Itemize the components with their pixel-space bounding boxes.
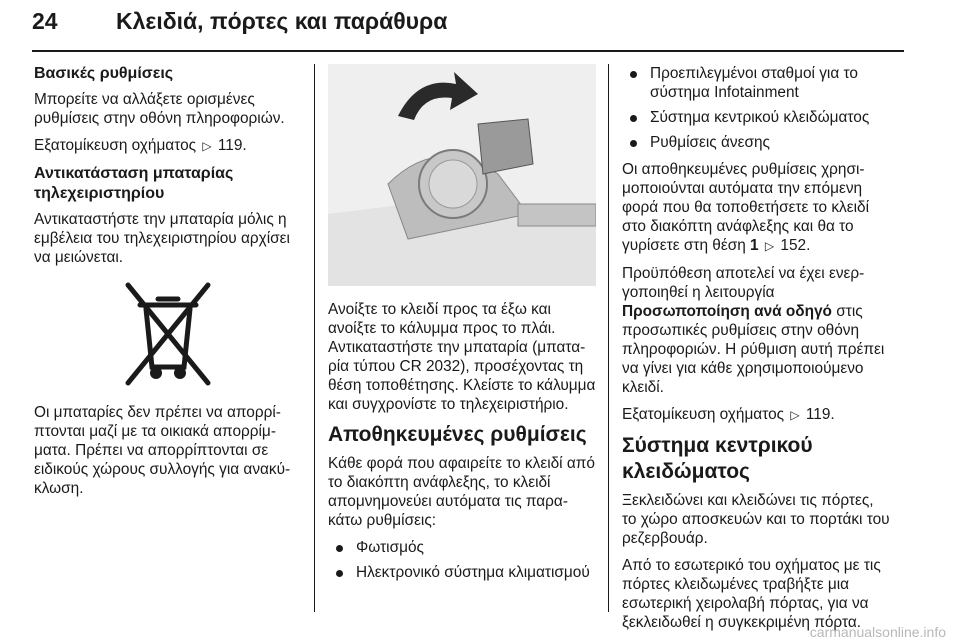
chapter-title: Κλειδιά, πόρτες και παράθυρα <box>116 8 448 34</box>
vehicle-customization-ref <box>34 136 302 156</box>
vehicle-customization-page[interactable]: 119. <box>217 137 247 154</box>
page-ref-arrow-icon: ▷ <box>790 408 800 422</box>
battery-replacement-heading: Αντικατάσταση μπαταρίας τηλεχειριστηρίου <box>34 165 234 202</box>
stored-settings-heading: Αποθηκευμένες ρυθμίσεις <box>328 423 587 446</box>
column-divider <box>314 64 315 612</box>
page-ref-arrow-icon: ▷ <box>764 239 775 253</box>
stored-settings-text: Κάθε φορά που αφαιρείτε το κλειδί από το διακόπτη ανάφλεξης, το κλειδί απομνημονεύει αυτόματα τις παρακάτω ρυθμίσεις: <box>328 455 595 529</box>
ignition-position: 1 <box>750 237 759 254</box>
list-item: Φωτισμός <box>328 538 596 557</box>
basic-settings-text: Μπορείτε να αλλάξετε ορισμένες ρυθμίσεις στην οθόνη πληροφοριών. <box>34 91 285 127</box>
battery-disposal-text: Οι μπαταρίες δεν πρέπει να απορρίπτονται μαζί με τα οικιακά απορρίμματα. Πρέπει να απορρίπτονται σε ειδικούς χώρους συλλογής για ανακύκλωση. <box>34 404 291 497</box>
list-item: Ρυθμίσεις άνεσης <box>622 133 890 152</box>
battery-replacement-text: Αντικαταστήστε την μπαταρία μόλις η εμβέλεια του τηλεχειριστηρίου αρχίσει να μειώνεται. <box>34 211 290 266</box>
list-item: Σύστημα κεντρικού κλειδώματος <box>622 108 890 127</box>
central-locking-text-1: Ξεκλειδώνει και κλειδώνει τις πόρτες, το χώρο αποσκευών και το πορτάκι του ρεζερβουάρ. <box>622 492 890 547</box>
precondition-text: Προϋπόθεση αποτελεί να έχει ενεργοποιηθεί η λειτουργία Προσωποποίηση ανά οδηγό στις προσωπικές ρυθμίσεις στην οθόνη πληροφοριών. Η ρύθμιση αυτή πρέπει να γίνει για κάθε χρησιμοποιούμενο κλειδί. <box>622 265 885 396</box>
basic-settings-heading: Βασικές ρυθμίσεις <box>34 65 174 82</box>
crossed-out-bin-icon <box>118 279 218 389</box>
column-1 <box>34 64 302 506</box>
column-3 <box>622 64 890 640</box>
key-battery-photo <box>328 64 596 286</box>
list-item: Προεπιλεγμένοι σταθμοί για το σύστημα Infotainment <box>622 64 890 102</box>
header-rule <box>32 50 904 52</box>
stored-settings-list-continued <box>622 64 890 152</box>
vehicle-customization-page[interactable]: 119. <box>805 406 835 423</box>
central-locking-text-2: Από το εσωτερικό του οχήματος με τις πόρτες κλειδωμένες τραβήξτε μια εσωτερική χειρολαβή πόρτας, για να ξεκλειδωθεί η συγκεκριμένη πόρτα. <box>622 557 881 631</box>
battery-instructions-text: Ανοίξτε το κλειδί προς τα έξω και ανοίξτε το κάλυμμα προς το πλάι. Αντικαταστήστε την μπαταρία (μπαταρία τύπου CR 2032), προσέχοντας τη θέση τοποθέτησης. Κλείστε το κάλυμμα και συγχρονίστε το τηλεχειριστήριο. <box>328 301 596 413</box>
ignition-page-ref[interactable]: 152. <box>780 237 811 254</box>
bullet-icon <box>336 545 343 552</box>
bullet-icon <box>336 570 343 577</box>
central-locking-heading: Σύστημα κεντρικού κλειδώματος <box>622 434 813 483</box>
bullet-icon <box>630 140 637 147</box>
page-number: 24 <box>32 8 58 34</box>
bullet-icon <box>630 115 637 122</box>
stored-settings-list <box>328 538 596 582</box>
watermark: carmanualsonline.info <box>809 624 946 640</box>
auto-use-text: Οι αποθηκευμένες ρυθμίσεις χρησιμοποιούνται αυτόματα την επόμενη φορά που θα τοποθετήσετε το κλειδί στο διακόπτη ανάφλεξης και θα το γυρίσετε στη θέση 1 ▷ 152. <box>622 161 870 254</box>
vehicle-customization-ref: Εξατομίκευση οχήματος ▷ 119. <box>622 406 835 423</box>
column-divider <box>608 64 609 612</box>
page-ref-arrow-icon: ▷ <box>202 139 212 153</box>
vehicle-customization-label: Εξατομίκευση οχήματος <box>34 137 197 154</box>
list-item: Ηλεκτρονικό σύστημα κλιματισμού <box>328 563 596 582</box>
bullet-icon <box>630 71 637 78</box>
column-2 <box>328 64 596 590</box>
personalization-label: Προσωποποίηση ανά οδηγό <box>622 303 832 320</box>
page-header <box>18 6 938 50</box>
